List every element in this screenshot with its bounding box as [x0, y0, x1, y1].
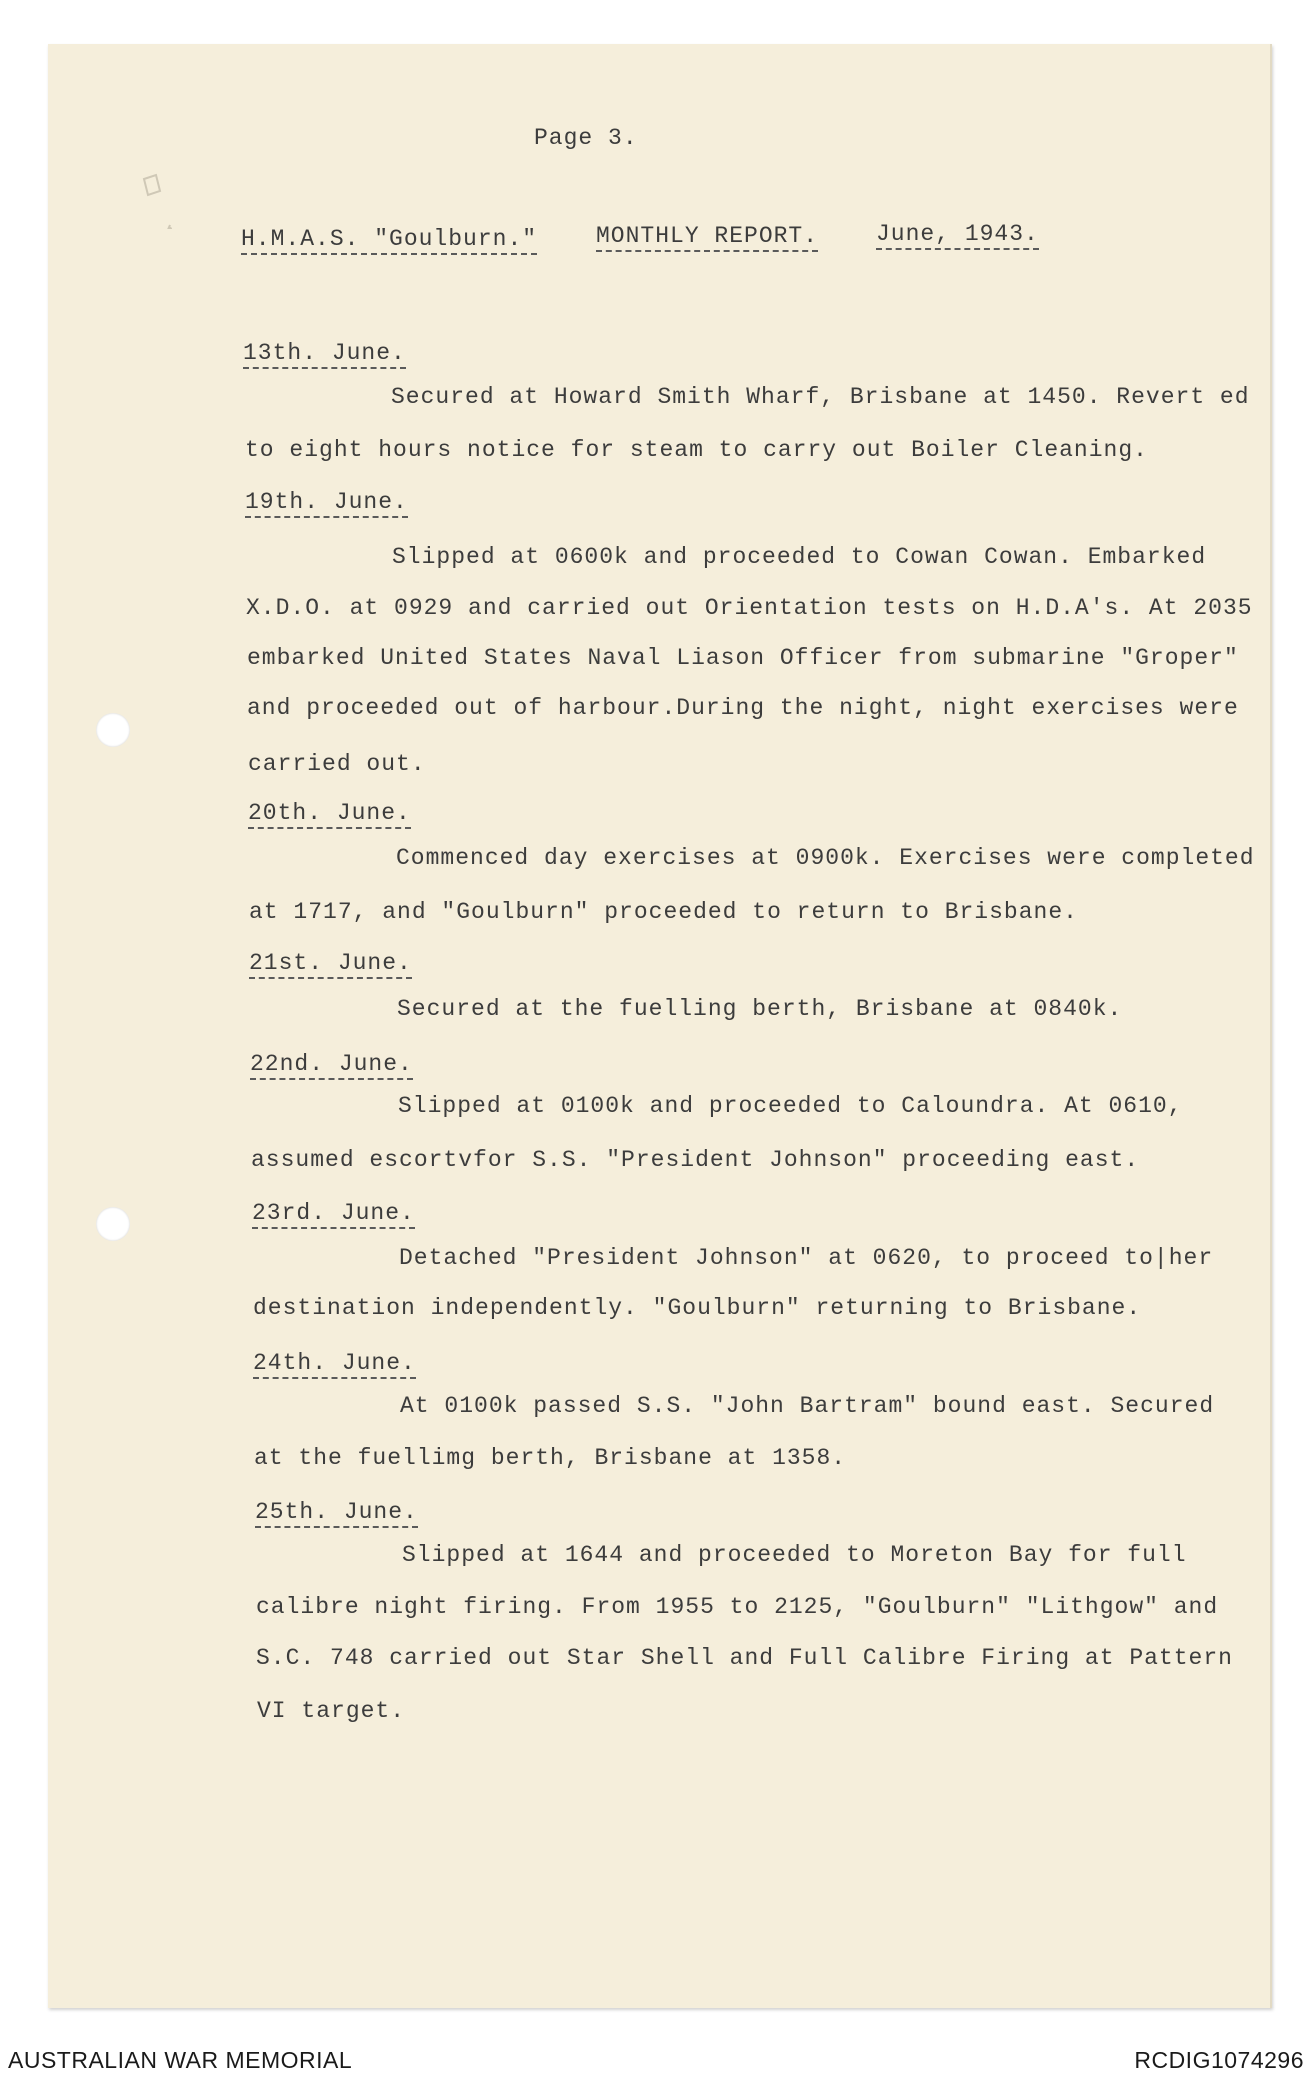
- entry-line: calibre night firing. From 1955 to 2125, "Goulburn" "Lithgow" and: [256, 1594, 1219, 1620]
- entry-line: carried out.: [248, 751, 426, 777]
- entry-line: destination independently. "Goulburn" returning to Brisbane.: [253, 1295, 1142, 1321]
- entry-line: and proceeded out of harbour.During the night, night exercises were: [247, 695, 1239, 721]
- entry-date: 25th. June.: [255, 1501, 418, 1528]
- entry-date: 22nd. June.: [250, 1053, 413, 1080]
- page-number: Page 3.: [534, 125, 638, 151]
- entry-line: Slipped at 0600k and proceeded to Cowan Cowan. Embarked: [392, 544, 1207, 570]
- entry-line: X.D.O. at 0929 and carried out Orientation tests on H.D.A's. At 2035: [246, 595, 1253, 621]
- entry-date: 23rd. June.: [252, 1202, 415, 1229]
- entry-line: at the fuellimg berth, Brisbane at 1358.: [254, 1445, 847, 1471]
- entry-line: to eight hours notice for steam to carry out Boiler Cleaning.: [245, 437, 1148, 463]
- document-page: [48, 44, 1272, 2008]
- entry-line: Secured at the fuelling berth, Brisbane at 0840k.: [397, 996, 1123, 1022]
- entry-line: VI target.: [257, 1698, 406, 1724]
- entry-date: 20th. June.: [248, 802, 411, 829]
- header-ship-name: H.M.A.S. "Goulburn.": [241, 228, 537, 255]
- entry-line: Detached "President Johnson" at 0620, to proceed to|her: [399, 1245, 1214, 1271]
- entry-date: 13th. June.: [243, 342, 406, 369]
- footer-institution: AUSTRALIAN WAR MEMORIAL: [8, 2047, 353, 2073]
- header-report-type: MONTHLY REPORT.: [596, 225, 818, 252]
- entry-date: 19th. June.: [245, 491, 408, 518]
- footer-record-id: RCDIG1074296: [1134, 2047, 1304, 2073]
- entry-line: Secured at Howard Smith Wharf, Brisbane at 1450. Revert ed: [391, 384, 1250, 410]
- punch-hole: [96, 1207, 130, 1241]
- punch-hole: [96, 713, 130, 747]
- entry-line: At 0100k passed S.S. "John Bartram" bound east. Secured: [400, 1393, 1215, 1419]
- entry-date: 21st. June.: [249, 952, 412, 979]
- paper-stain-mark: [134, 129, 204, 229]
- entry-line: assumed escortvfor S.S. "President Johnson" proceeding east.: [251, 1147, 1140, 1173]
- entry-line: embarked United States Naval Liason Officer from submarine "Groper": [247, 645, 1239, 671]
- header-month: June, 1943.: [876, 223, 1039, 250]
- entry-line: Slipped at 0100k and proceeded to Caloundra. At 0610,: [398, 1093, 1183, 1119]
- entry-date: 24th. June.: [253, 1352, 416, 1379]
- entry-line: S.C. 748 carried out Star Shell and Full Calibre Firing at Pattern: [256, 1645, 1233, 1671]
- entry-line: at 1717, and "Goulburn" proceeded to return to Brisbane.: [249, 899, 1078, 925]
- entry-line: Slipped at 1644 and proceeded to Moreton Bay for full: [402, 1542, 1187, 1568]
- entry-line: Commenced day exercises at 0900k. Exercises were completed: [396, 845, 1255, 871]
